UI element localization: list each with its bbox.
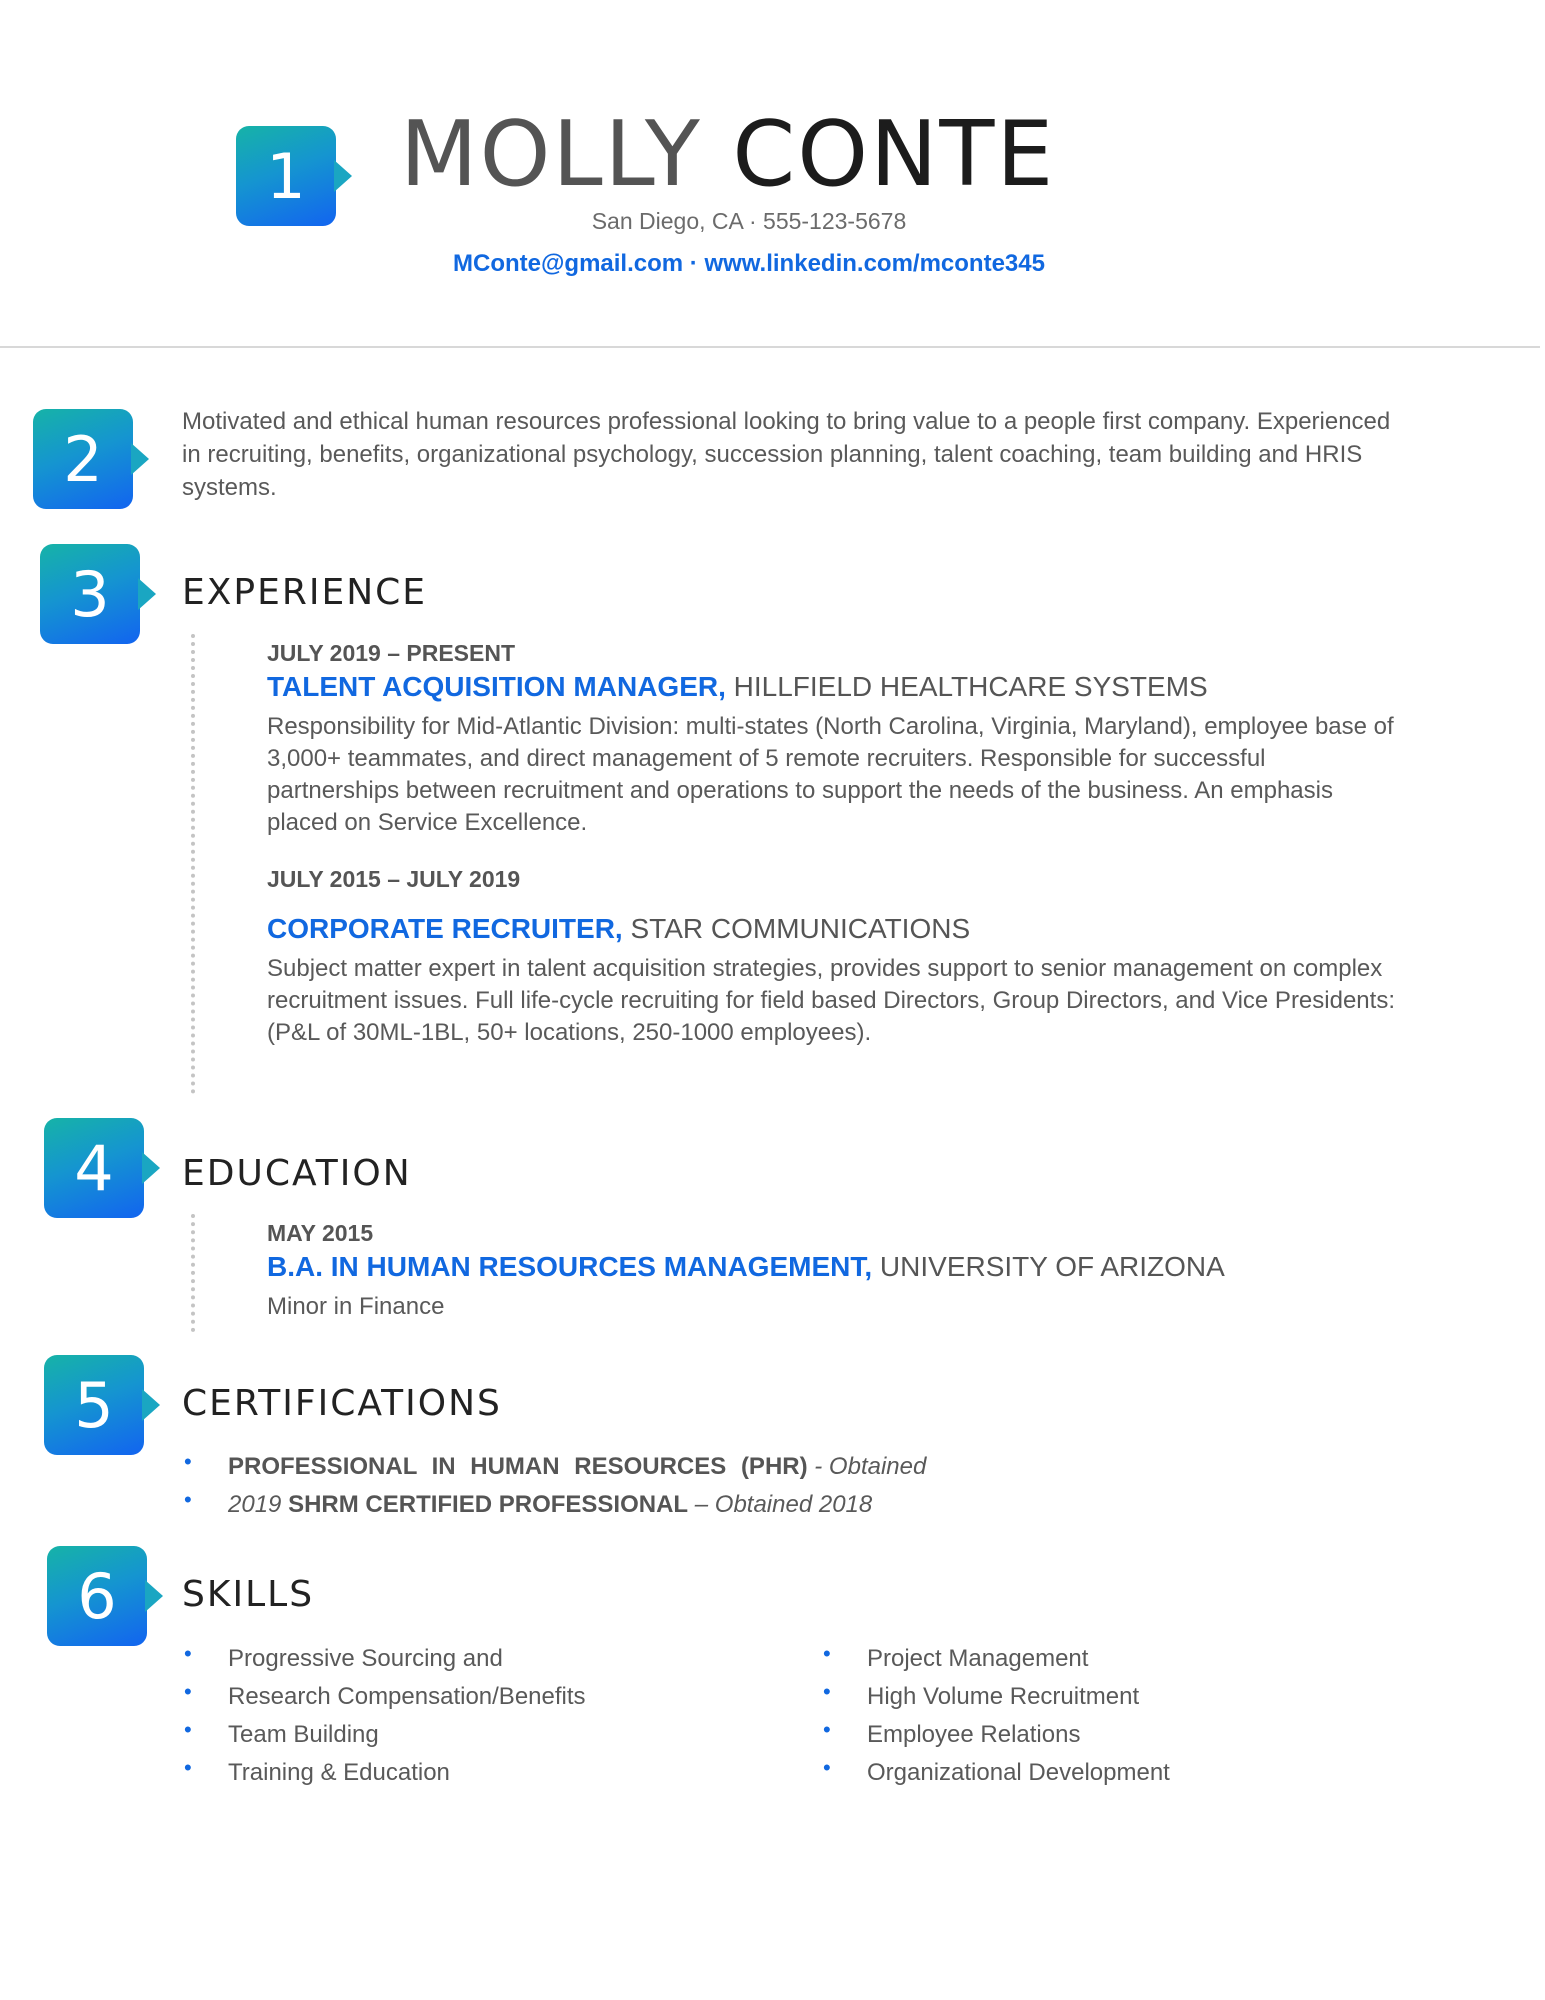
skills-list-left bbox=[228, 1645, 586, 1797]
job-role: CORPORATE RECRUITER, bbox=[267, 913, 623, 944]
list-item: • Project Management bbox=[867, 1645, 1170, 1683]
degree: B.A. IN HUMAN RESOURCES MANAGEMENT, bbox=[267, 1251, 873, 1282]
section-badge-2 bbox=[33, 409, 133, 509]
section-badge-6 bbox=[47, 1546, 147, 1646]
job-description: Subject matter expert in talent acquisition strategies, provides support to senior management on complex recruitment issues. Full life-cycle recruiting for field based Directors, Group Directors, and Vice Presidents: (P&L of 30ML-1BL, 50+ locations, 250-1000 employees). bbox=[267, 955, 1395, 1046]
education-heading: EDUCATION bbox=[182, 1153, 412, 1194]
job-role: TALENT ACQUISITION MANAGER, bbox=[267, 671, 726, 702]
candidate-name bbox=[400, 102, 1056, 207]
cert-prefix: 2019 bbox=[228, 1491, 289, 1518]
job-date: JULY 2019 – PRESENT bbox=[267, 640, 516, 666]
skills-list-right bbox=[867, 1645, 1170, 1797]
contact-links bbox=[0, 250, 1498, 278]
experience-timeline bbox=[191, 634, 195, 1094]
badge-arrow-icon bbox=[142, 1152, 160, 1184]
list-item: • Employee Relations bbox=[867, 1721, 1170, 1759]
education-entry bbox=[267, 1220, 1397, 1323]
list-item: • Team Building bbox=[228, 1721, 586, 1759]
certifications-heading: CERTIFICATIONS bbox=[182, 1383, 502, 1424]
cert-suffix: - Obtained bbox=[807, 1453, 927, 1480]
first-name: MOLLY bbox=[400, 102, 702, 207]
last-name: CONTE bbox=[732, 102, 1056, 207]
job-organization: STAR COMMUNICATIONS bbox=[622, 913, 971, 944]
cert-name: PROFESSIONAL IN HUMAN RESOURCES (PHR) bbox=[228, 1453, 808, 1480]
cert-name: SHRM CERTIFIED PROFESSIONAL bbox=[288, 1491, 689, 1518]
location-phone: San Diego, CA · 555-123-5678 bbox=[591, 208, 907, 234]
cert-suffix: – Obtained 2018 bbox=[688, 1491, 873, 1518]
list-item bbox=[228, 1491, 926, 1529]
linkedin-link[interactable]: www.linkedin.com/mconte345 bbox=[704, 250, 1045, 277]
job-date: JULY 2015 – JULY 2019 bbox=[267, 866, 521, 892]
skills-heading: SKILLS bbox=[182, 1574, 315, 1615]
education-date: MAY 2015 bbox=[267, 1220, 374, 1246]
job-organization: HILLFIELD HEALTHCARE SYSTEMS bbox=[725, 671, 1208, 702]
section-badge-5 bbox=[44, 1355, 144, 1455]
badge-number: 4 bbox=[74, 1131, 114, 1205]
badge-arrow-icon bbox=[145, 1580, 163, 1612]
experience-heading: EXPERIENCE bbox=[182, 572, 428, 613]
education-title bbox=[267, 1251, 1397, 1283]
list-item: • Progressive Sourcing and bbox=[228, 1645, 586, 1683]
list-item: • Training & Education bbox=[228, 1759, 586, 1797]
job-entry-2 bbox=[267, 866, 1397, 1049]
list-item: • High Volume Recruitment bbox=[867, 1683, 1170, 1721]
job-entry-1 bbox=[267, 640, 1397, 839]
education-timeline bbox=[191, 1214, 195, 1332]
badge-number: 1 bbox=[266, 139, 306, 213]
job-title bbox=[267, 671, 1397, 703]
badge-number: 6 bbox=[77, 1559, 117, 1633]
job-title bbox=[267, 913, 1397, 945]
section-badge-3 bbox=[40, 544, 140, 644]
education-minor: Minor in Finance bbox=[267, 1293, 445, 1320]
badge-number: 3 bbox=[70, 557, 110, 631]
badge-arrow-icon bbox=[334, 160, 352, 192]
email-link[interactable]: MConte@gmail.com bbox=[453, 250, 684, 277]
summary-text: Motivated and ethical human resources professional looking to bring value to a people first company. Experienced in recruiting, benefits, organizational psychology, succession planning, talent coaching, team building and HRIS systems. bbox=[182, 408, 1391, 501]
certifications-list bbox=[228, 1453, 926, 1529]
badge-arrow-icon bbox=[131, 443, 149, 475]
badge-arrow-icon bbox=[138, 578, 156, 610]
job-description: Responsibility for Mid-Atlantic Division: multi-states (North Carolina, Virginia, Maryland), employee base of 3,000+ teammates, and direct management of 5 remote recruiters. Responsible for successful partnerships between recruitment and operations to support the needs of the business. An emphasis placed on Service Excellence. bbox=[267, 713, 1394, 836]
section-badge-4 bbox=[44, 1118, 144, 1218]
list-item: • Research Compensation/Benefits bbox=[228, 1683, 586, 1721]
badge-number: 2 bbox=[63, 422, 103, 496]
list-item: • Organizational Development bbox=[867, 1759, 1170, 1797]
badge-arrow-icon bbox=[142, 1389, 160, 1421]
list-item bbox=[228, 1453, 926, 1491]
badge-number: 5 bbox=[74, 1368, 114, 1442]
school: UNIVERSITY OF ARIZONA bbox=[872, 1251, 1225, 1282]
contact-separator: · bbox=[683, 250, 705, 277]
header-divider bbox=[0, 346, 1540, 348]
